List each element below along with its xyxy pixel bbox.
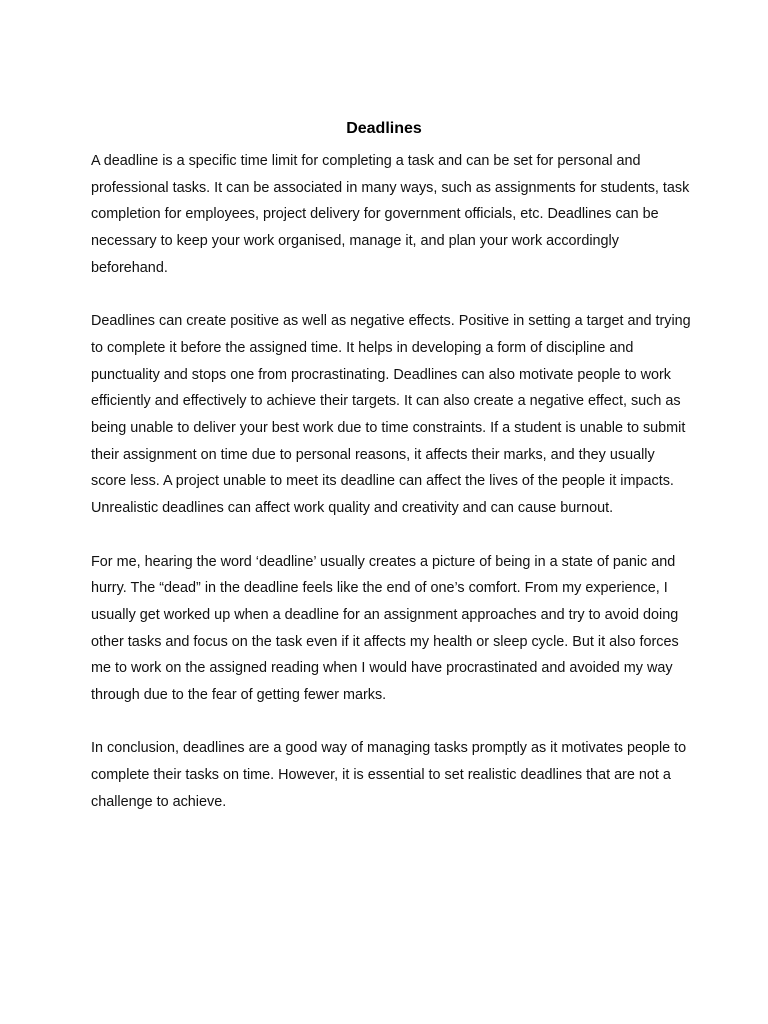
document-body	[91, 148, 691, 842]
paragraph-3: For me, hearing the word ‘deadline’ usually creates a picture of being in a state of panic and hurry. The “dead” in the deadline feels like the end of one’s comfort. From my experience, I usually get worked up when a deadline for an assignment approaches and try to avoid doing other tasks and focus on the task even if it affects my health or sleep cycle. But it also forces me to work on the assigned reading when I would have procrastinated and avoided my way through due to the fear of getting fewer marks.	[91, 553, 679, 704]
paragraph-2: Deadlines can create positive as well as negative effects. Positive in setting a target and trying to complete it before the assigned time. It helps in developing a form of discipline and punctuality and stops one from procrastinating. Deadlines can also motivate people to work efficiently and effectively to achieve their targets. It can also create a negative effect, such as being unable to deliver your best work due to time constraints. If a student is unable to submit their assignment on time due to personal reasons, it affects their marks, and they usually score less. A project unable to meet its deadline can affect the lives of the people it impacts. Unrealistic deadlines can affect work quality and creativity and can cause burnout.	[91, 313, 691, 517]
paragraph-4: In conclusion, deadlines are a good way of managing tasks promptly as it motivates people to complete their tasks on time. However, it is essential to set realistic deadlines that are not a challenge to achieve.	[91, 740, 687, 810]
document-title: Deadlines	[346, 120, 422, 137]
paragraph-1: A deadline is a specific time limit for completing a task and can be set for personal and professional tasks. It can be associated in many ways, such as assignments for students, task completion for employees, project delivery for government officials, etc. Deadlines can be necessary to keep your work organised, manage it, and plan your work accordingly beforehand.	[91, 153, 690, 276]
